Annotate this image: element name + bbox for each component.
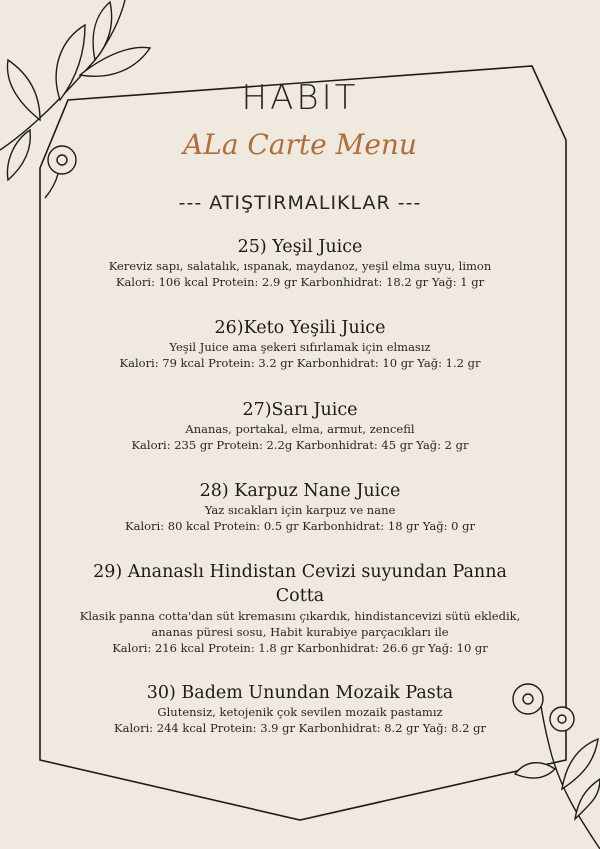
menu-item-nutrition: Kalori: 235 gr Protein: 2.2g Karbonhidrat: 45 gr Yağ: 2 gr <box>131 438 469 452</box>
menu-item-title: 28) Karpuz Nane Juice <box>199 481 401 501</box>
menu-item-title: 26)Keto Yeşili Juice <box>214 318 386 338</box>
menu-item-title: 30) Badem Unundan Mozaik Pasta <box>146 683 454 703</box>
menu-subtitle: ALa Carte Menu <box>183 128 417 161</box>
menu-item <box>60 480 540 534</box>
menu-item-nutrition: Kalori: 216 kcal Protein: 1.8 gr Karbonhidrat: 26.6 gr Yağ: 10 gr <box>112 641 488 655</box>
menu-item-nutrition: Kalori: 80 kcal Protein: 0.5 gr Karbonhidrat: 18 gr Yağ: 0 gr <box>125 519 475 533</box>
section-title: --- ATIŞTIRMALIKLAR --- <box>178 192 422 214</box>
menu-item-title: 27)Sarı Juice <box>242 400 358 420</box>
menu-item-description: Yeşil Juice ama şekeri sıfırlamak için elmasız <box>169 340 431 354</box>
brand-logo: HABIT <box>241 78 359 118</box>
menu-item-description: Glutensiz, ketojenik çok sevilen mozaik pastamız <box>157 705 443 719</box>
menu-item <box>60 236 540 290</box>
menu-item-description: Kereviz sapı, salatalık, ıspanak, maydanoz, yeşil elma suyu, limon <box>108 259 492 273</box>
menu-item <box>70 560 530 656</box>
menu-item-nutrition: Kalori: 244 kcal Protein: 3.9 gr Karbonhidrat: 8.2 gr Yağ: 8.2 gr <box>114 721 486 735</box>
menu-item-description: Yaz sıcakları için karpuz ve nane <box>204 503 396 517</box>
menu-item-description: Ananas, portakal, elma, armut, zencefil <box>185 422 415 436</box>
menu-item <box>60 399 540 453</box>
menu-item <box>60 682 540 736</box>
menu-item-title: 29) Ananaslı Hindistan Cevizi suyundan Panna Cotta <box>93 562 507 606</box>
menu-item-title: 25) Yeşil Juice <box>237 237 363 257</box>
menu-item-nutrition: Kalori: 106 kcal Protein: 2.9 gr Karbonhidrat: 18.2 gr Yağ: 1 gr <box>115 275 485 289</box>
menu-item <box>60 317 540 371</box>
menu-item-description: Klasik panna cotta'dan süt kremasını çıkardık, hindistancevizi sütü ekledik, ananas püresi sosu, Habit kurabiye parçacıkları ile <box>79 609 521 639</box>
menu-item-nutrition: Kalori: 79 kcal Protein: 3.2 gr Karbonhidrat: 10 gr Yağ: 1.2 gr <box>119 356 481 370</box>
